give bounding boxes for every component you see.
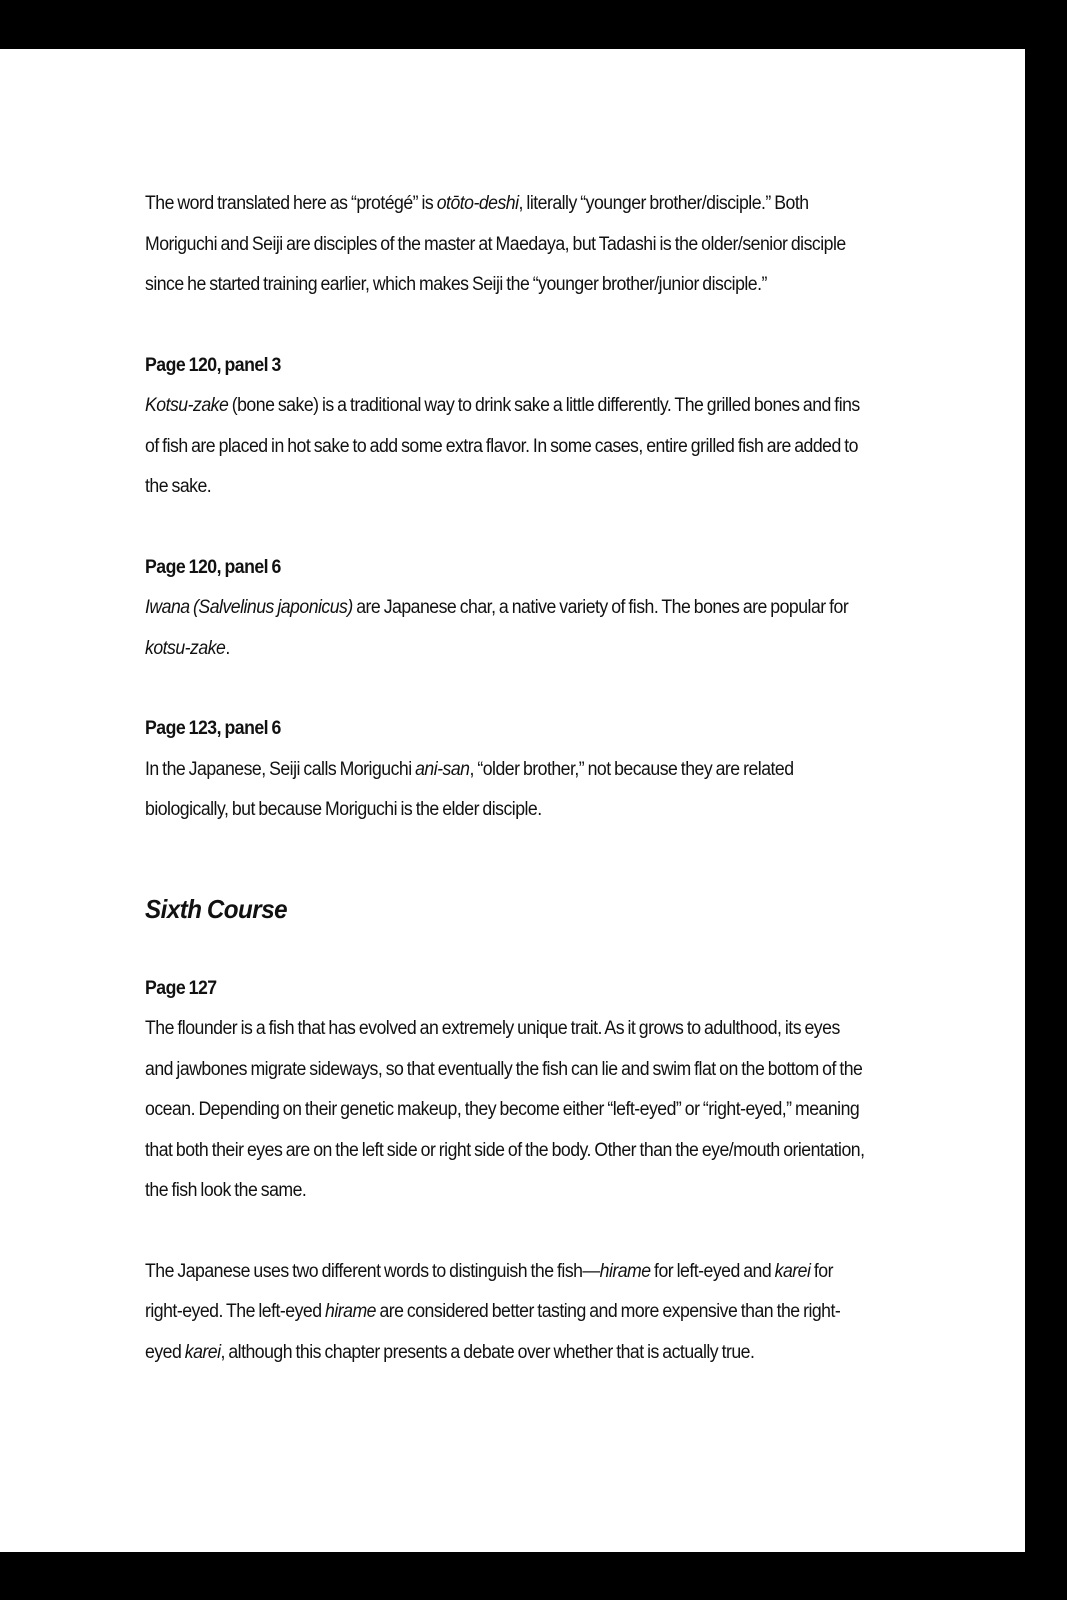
note-paragraph: Kotsu-zake (bone sake) is a traditional way to drink sake a little differently. The grilled bones and fins of fish are placed in hot sake to add some extra flavor. In some cases, entire grilled fish are added to the sake.: [145, 395, 860, 497]
term-kotsu-zake: Kotsu-zake: [145, 395, 229, 416]
term-ototo-deshi: otōto-deshi: [436, 193, 519, 214]
note-paragraph: Iwana (Salvelinus japonicus) are Japanese char, a native variety of fish. The bones are popular for kotsu-zake.: [145, 597, 849, 659]
note-paragraph: The flounder is a fish that has evolved an extremely unique trait. As it grows to adulthood, its eyes and jawbones migrate sideways, so that eventually the fish can lie and swim flat on the bottom of the ocean. Depending on their genetic makeup, they become either “left-eyed” or “right-eyed,” meaning that both their eyes are on the left side or right side of the body. Other than the eye/mouth orientation, the fish look the same.: [145, 1018, 865, 1201]
notes-content: [145, 184, 866, 1373]
term-karei: karei: [774, 1260, 811, 1282]
term-hirame: hirame: [599, 1260, 651, 1282]
term-kotsu-zake: kotsu-zake: [145, 637, 226, 659]
heading-page-127: Page 127: [145, 977, 217, 999]
note-paragraph: In the Japanese, Seiji calls Moriguchi ani-san, “older brother,” not because they are related biologically, but because Moriguchi is the elder disciple.: [145, 758, 794, 820]
heading-page-120-panel-3: Page 120, panel 3: [145, 354, 281, 376]
heading-page-120-panel-6: Page 120, panel 6: [145, 556, 281, 578]
section-title: Sixth Course: [145, 893, 288, 924]
term-karei: karei: [184, 1341, 221, 1363]
term-iwana: Iwana (Salvelinus japonicus): [145, 597, 353, 618]
term-ani-san: ani-san: [415, 758, 470, 780]
heading-page-123-panel-6: Page 123, panel 6: [145, 718, 281, 739]
note-paragraph: The Japanese uses two different words to distinguish the fish—hirame for left-eyed and karei for right-eyed. The left-eyed hirame are considered better tasting and more expensive than the right-eyed karei, although this chapter presents a debate over whether that is actually true.: [145, 1260, 841, 1363]
intro-paragraph: The word translated here as “protégé” is otōto-deshi, literally “younger brother/disciple.” Both Moriguchi and Seiji are disciples of the master at Maedaya, but Tadashi is the older/senior disciple since he started training earlier, which makes Seiji the “younger brother/junior disciple.”: [145, 193, 846, 295]
book-page: [0, 49, 1025, 1552]
term-hirame: hirame: [325, 1301, 376, 1322]
